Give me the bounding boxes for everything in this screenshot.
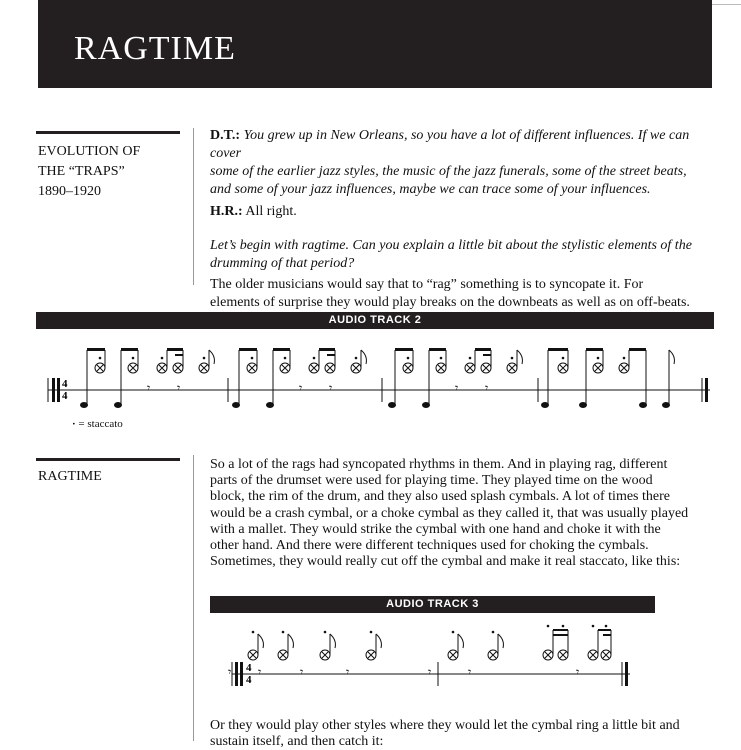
paragraph-line: other hand. And there were different techniques used for choking the cymbals. [210, 538, 649, 554]
question-1 [210, 127, 720, 163]
paragraph-line: Or they would play other styles where they would let the cymbal ring a little bit and [210, 718, 680, 733]
side-label-line: EVOLUTION OF [38, 144, 141, 159]
top-edge-rule [712, 4, 741, 5]
staccato-legend [72, 418, 123, 430]
answer-1 [210, 203, 720, 221]
column-divider [193, 128, 194, 285]
paragraph-line: block, the rim of the drum, and they also used splash cymbals. A lot of times there [210, 489, 670, 505]
side-label-rule [36, 458, 180, 461]
side-label-evolution [38, 142, 140, 202]
staccato-dot-icon: · [72, 418, 76, 430]
side-label-rule [36, 131, 180, 134]
audio-track-2-bar[interactable]: AUDIO TRACK 2 [36, 312, 714, 329]
paragraph-line: So a lot of the rags had syncopated rhythms in them. And in playing rag, different [210, 457, 668, 472]
time-sig-top: 4 [62, 378, 68, 390]
question-1-cont [210, 181, 720, 199]
question-line: You grew up in New Orleans, so you have a lot of different influences. If we can cover [210, 128, 690, 161]
answer-2 [210, 276, 720, 294]
notation-track-2 [40, 336, 720, 416]
audio-track-3-bar[interactable]: AUDIO TRACK 3 [210, 596, 655, 613]
answer-line: elements of surprise they would play breaks on the downbeats as well as on off-beats. [210, 295, 690, 310]
paragraph-line: would be a crash cymbal, or a choke cymbal as they called it, that was usually played [210, 505, 689, 521]
time-sig-bottom: 4 [62, 390, 68, 402]
chapter-title: RAGTIME [74, 30, 236, 67]
time-sig-bottom: 4 [246, 674, 252, 686]
side-label-ragtime: RAGTIME [38, 469, 102, 484]
question-2 [210, 237, 720, 255]
measure-pattern [80, 348, 214, 408]
closing-paragraph [210, 718, 730, 750]
question-line: Let’s begin with ragtime. Can you explain a little bit about the stylistic elements of the [210, 238, 692, 253]
svg-text:𝄾: 𝄾 [177, 381, 181, 395]
question-line: drumming of that period? [210, 256, 355, 271]
question-line: and some of your jazz influences, maybe we can trace some of your influences. [210, 182, 651, 197]
svg-text:𝄾: 𝄾 [147, 381, 151, 395]
answer-2-cont [210, 294, 720, 312]
question-line: some of the earlier jazz styles, the music of the jazz funerals, some of the street beats, [210, 164, 687, 179]
ragtime-paragraph [210, 457, 730, 570]
svg-text:𝄾: 𝄾 [228, 665, 232, 679]
staff-track-3 [228, 620, 638, 692]
notation-track-3 [228, 620, 638, 692]
question-1-cont [210, 163, 720, 181]
side-label-line: 1890–1920 [38, 184, 101, 199]
svg-text:𝄾: 𝄾 [576, 665, 580, 679]
measure-4 [541, 348, 674, 408]
answer-text: All right. [245, 204, 297, 219]
time-sig-top: 4 [246, 662, 252, 674]
column-divider [193, 455, 194, 741]
paragraph-line: Sometimes, they would really cut off the cymbal and make it real staccato, like this: [210, 554, 681, 570]
speaker-hr: H.R.: [210, 204, 243, 219]
legend-text: = staccato [78, 418, 123, 430]
paragraph-line: sustain itself, and then catch it: [210, 734, 384, 750]
interview-dialog [210, 127, 720, 312]
measure-2-end [543, 625, 611, 679]
staff-track-2 [40, 336, 720, 416]
paragraph-line: with a mallet. They would strike the cymbal with one hand and choke it with the [210, 521, 661, 537]
speaker-dt: D.T.: [210, 128, 241, 143]
side-label-line: THE “TRAPS” [38, 164, 125, 179]
question-2-cont [210, 255, 720, 273]
answer-line: The older musicians would say that to “rag” something is to syncopate it. For [210, 277, 644, 292]
paragraph-line: parts of the drumset were used for playing time. They played time on the wood [210, 473, 653, 489]
